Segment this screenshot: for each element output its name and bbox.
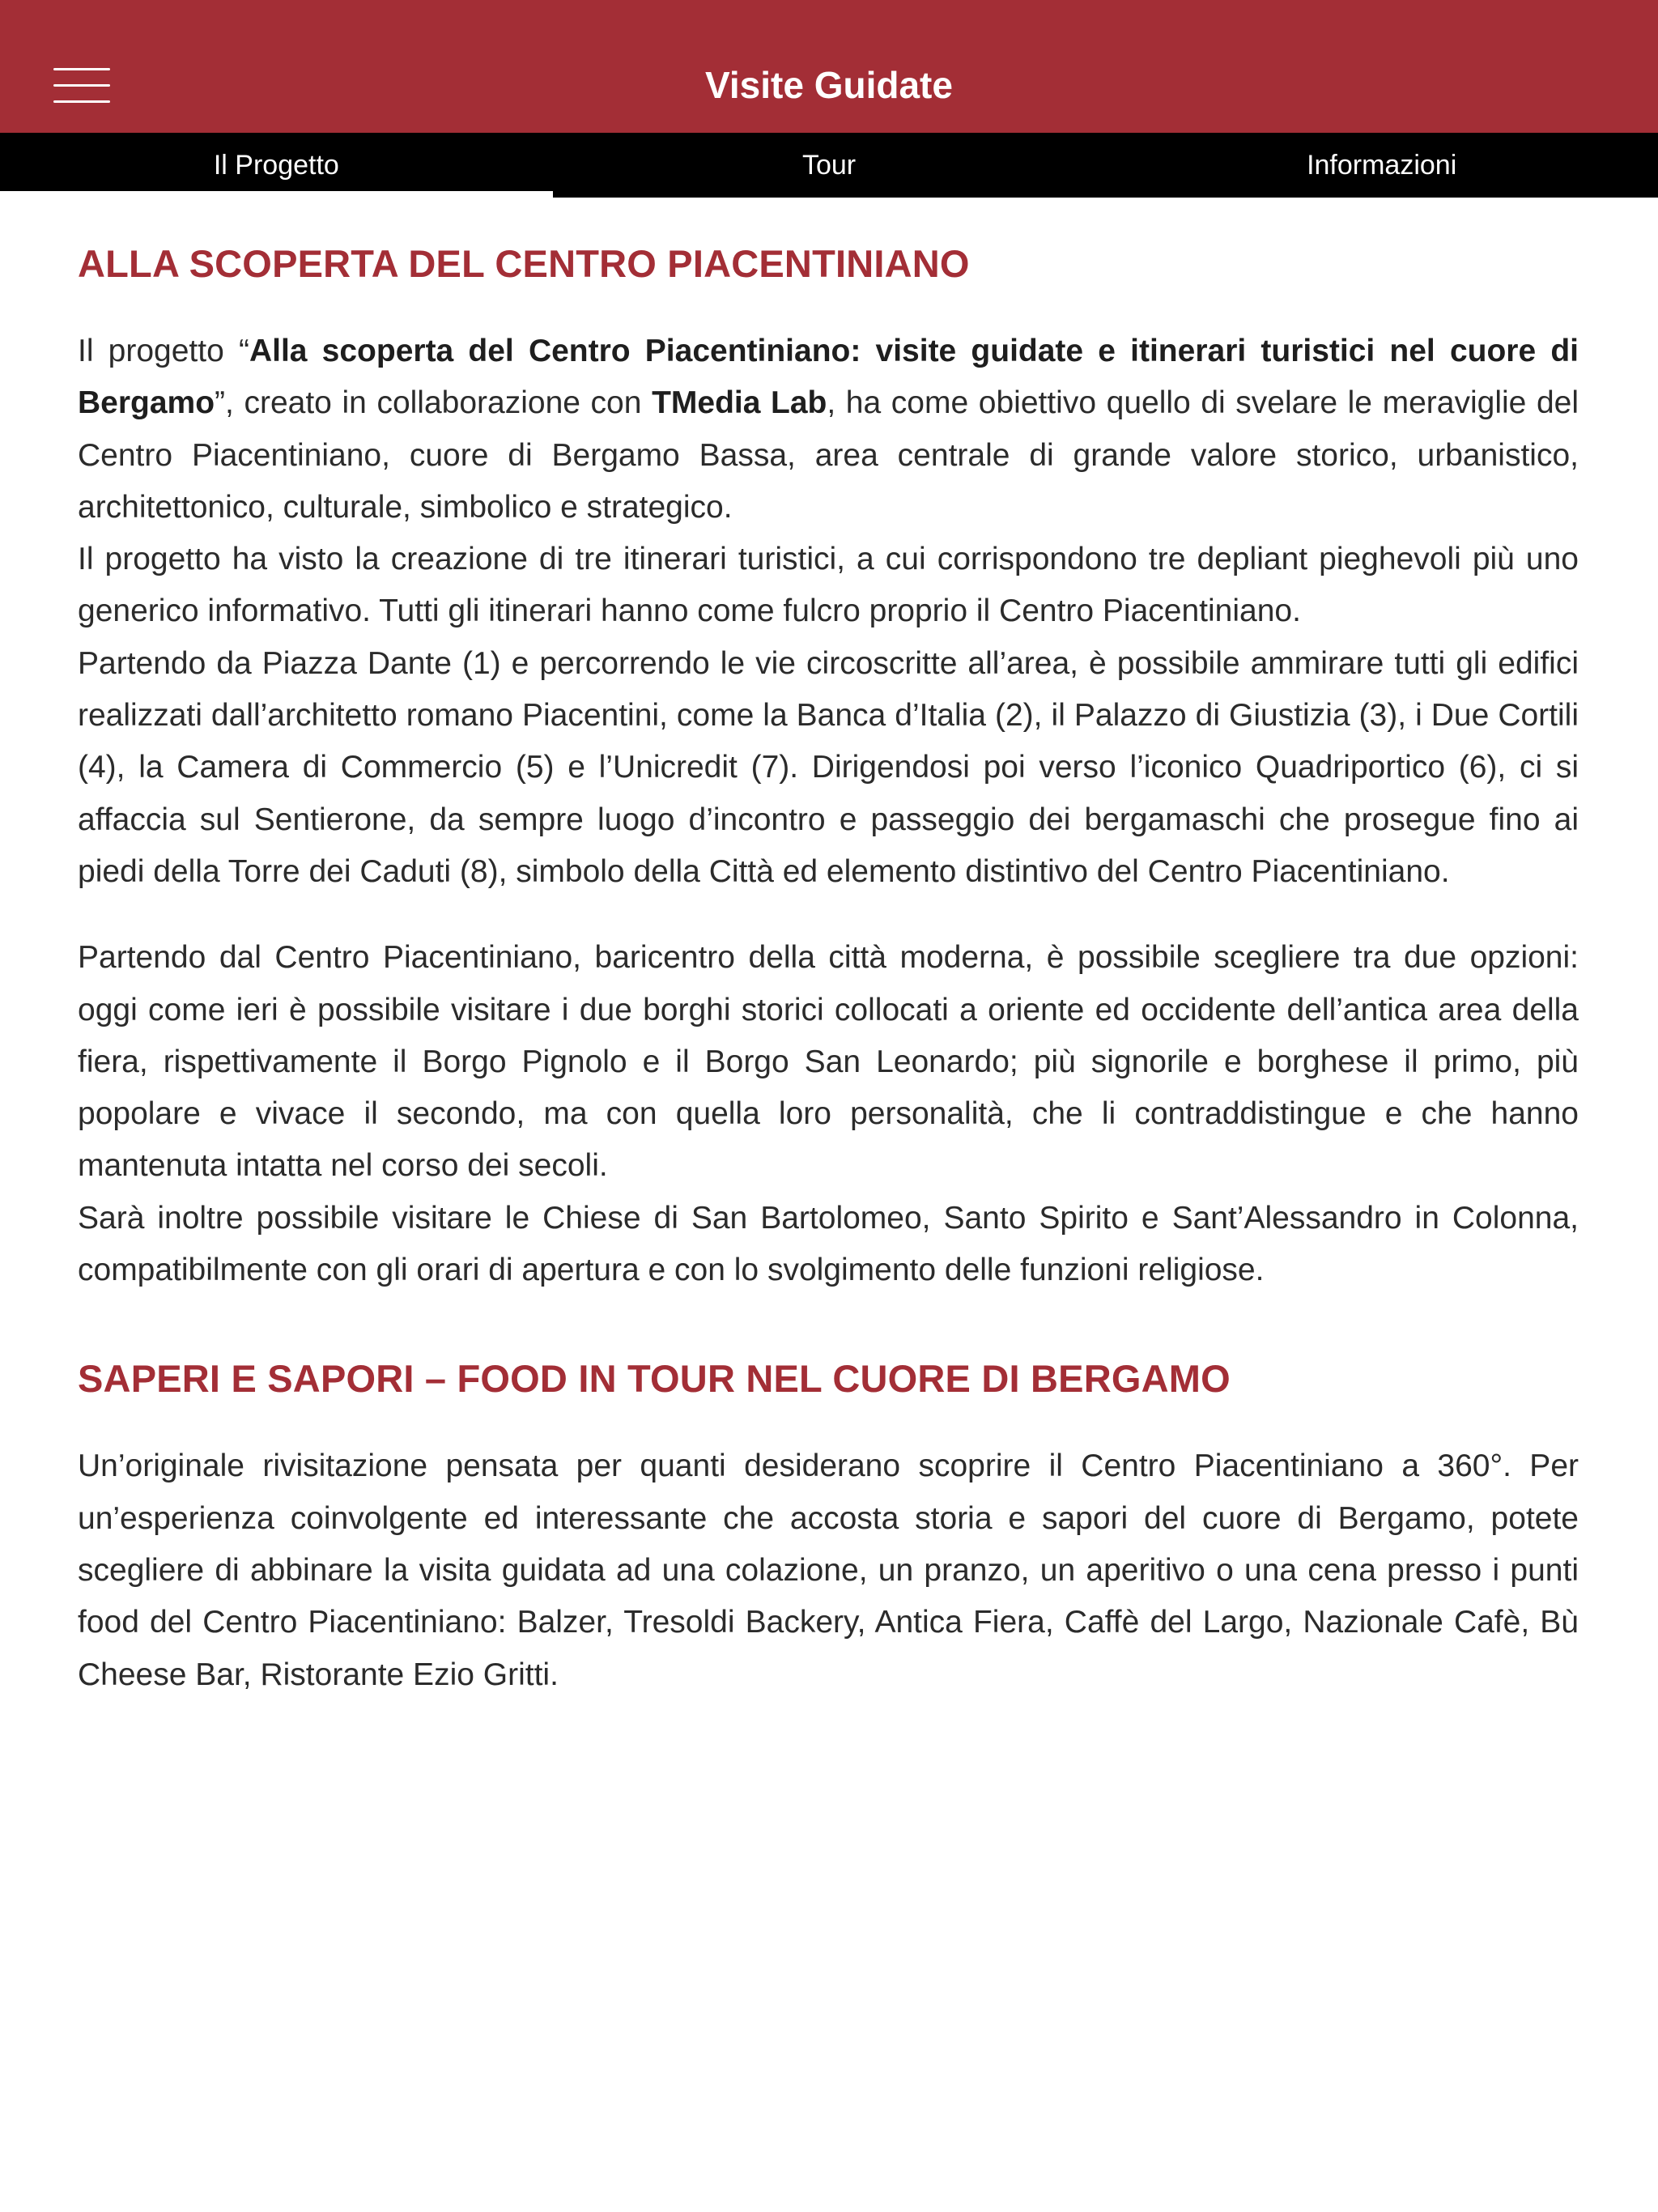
tab-bar <box>0 133 1658 198</box>
page-title: Visite Guidate <box>705 64 953 106</box>
partner-name: TMedia Lab <box>652 385 827 421</box>
tab-label: Tour <box>801 150 857 181</box>
tab-informazioni[interactable] <box>1105 133 1658 198</box>
app-header <box>0 0 1658 133</box>
tab-label: Il Progetto <box>213 150 339 181</box>
intro-paragraph <box>78 325 1579 534</box>
paragraph: Il progetto ha visto la creazione di tre itinerari turistici, a cui corrispondono tre depliant pieghevoli più uno generico informativo. Tutti gli itinerari hanno come fulcro proprio il Centro Piacentiniano. <box>78 542 1579 629</box>
paragraph: Partendo da Piazza Dante (1) e percorrendo le vie circoscritte all’area, è possibile ammirare tutti gli edifici realizzati dall’architetto romano Piacentini, come la Banca d’Italia (2), il Palazzo di Giustizia (3), i Due Cortili (4), la Camera di Commercio (5) e l’Unicredit (7). Dirigendosi poi verso l’iconico Quadriportico (6), ci si affaccia sul Sentierone, da sempre luogo d’incontro e passeggio dei bergamaschi che prosegue fino ai piedi della Torre dei Caduti (8), simbolo della Città ed elemento distintivo del Centro Piacentiniano. <box>78 645 1579 889</box>
section-title: SAPERI E SAPORI – FOOD IN TOUR NEL CUORE DI BERGAMO <box>78 1357 1231 1401</box>
project-name: Alla scoperta del Centro Piacentiniano: visite guidate e itinerari turistici nel cuore di Bergamo <box>78 334 1579 421</box>
tab-il-progetto[interactable] <box>0 133 553 198</box>
tab-tour[interactable] <box>553 133 1106 198</box>
paragraph: Un’originale rivisitazione pensata per quanti desiderano scoprire il Centro Piacentiniano a 360°. Per un’esperienza coinvolgente ed interessante che accosta storia e sapori del cuore di Bergamo, potete scegliere di abbinare la visita guidata ad una colazione, un pranzo, un aperitivo o una cena presso i punti food del Centro Piacentiniano: Balzer, Tresoldi Backery, Antica Fiera, Caffè del Largo, Nazionale Cafè, Bù Cheese Bar, Ristorante Ezio Gritti. <box>78 1448 1579 1692</box>
section-title: ALLA SCOPERTA DEL CENTRO PIACENTINIANO <box>78 242 970 285</box>
text-run: ”, creato in collaborazione con <box>215 385 653 421</box>
tab-label: Informazioni <box>1307 150 1457 181</box>
active-tab-indicator <box>0 191 553 198</box>
text-run: , ha come obiettivo quello di svelare le meraviglie del Centro Piacentiniano, cuore di Bergamo Bassa, area centrale di grande valore storico, urbanistico, architettonico, culturale, simbolico e strategico. <box>78 385 1579 525</box>
paragraph: Partendo dal Centro Piacentiniano, baricentro della città moderna, è possibile scegliere tra due opzioni: oggi come ieri è possibile visitare i due borghi storici collocati a oriente ed occidente dell’antica area della fiera, rispettivamente il Borgo Pignolo e il Borgo San Leonardo; più signorile e borghese il primo, più popolare e vivace il secondo, ma con quella loro personalità, che li contraddistingue e che hanno mantenuta intatta nel corso dei secoli. <box>78 940 1579 1184</box>
paragraph: Sarà inoltre possibile visitare le Chiese di San Bartolomeo, Santo Spirito e Sant’Alessandro in Colonna, compatibilmente con gli orari di apertura e con lo svolgimento delle funzioni religiose. <box>78 1200 1579 1288</box>
main-content <box>78 230 1579 1701</box>
text-run: Il progetto “ <box>78 334 249 368</box>
